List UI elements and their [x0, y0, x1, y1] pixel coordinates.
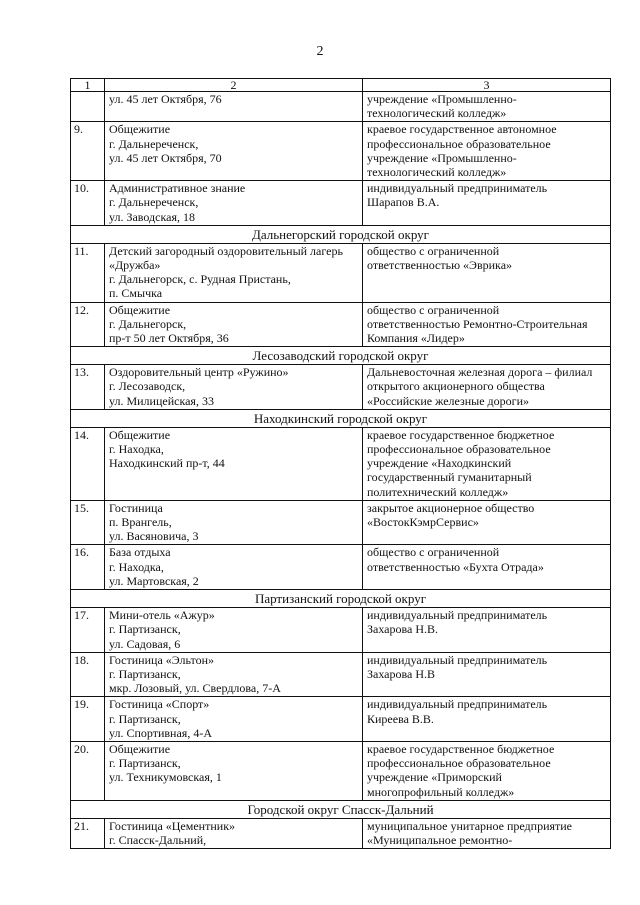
object-line: п. Смычка	[109, 286, 163, 301]
table-row	[71, 741, 611, 800]
object-line: Гостиница	[109, 500, 163, 515]
object-line: Общежитие	[109, 427, 171, 442]
organization-line: краевое государственное бюджетное	[367, 741, 555, 756]
object-line: Гостиница «Эльтон»	[109, 652, 215, 667]
object-line: п. Врангель,	[109, 515, 172, 530]
organization-line: «ВостокКэмрСервис»	[367, 515, 479, 530]
organization-line: индивидуальный предприниматель	[367, 697, 548, 712]
object-line: г. Находка,	[109, 559, 164, 574]
organization-cell	[363, 365, 611, 410]
organization-line: учреждение «Промышленно-	[367, 150, 517, 165]
section-row	[71, 347, 611, 365]
object-line: г. Лесозаводск,	[109, 379, 186, 394]
organization-cell	[363, 243, 611, 302]
object-cell	[105, 818, 363, 848]
object-line: ул. Заводская, 18	[109, 209, 195, 224]
table-row	[71, 365, 611, 410]
row-number: 16.	[71, 545, 105, 590]
organization-line: краевое государственное бюджетное	[367, 427, 555, 442]
section-row	[71, 225, 611, 243]
organization-line: Компания «Лидер»	[367, 331, 465, 346]
row-number: 9.	[71, 122, 105, 181]
organization-line: Дальневосточная железная дорога – филиал	[367, 365, 593, 380]
organization-line: общество с ограниченной	[367, 302, 500, 317]
table-row	[71, 427, 611, 500]
organization-cell	[363, 608, 611, 653]
table-row	[71, 181, 611, 226]
object-line: Общежитие	[109, 302, 171, 317]
object-cell	[105, 545, 363, 590]
object-cell	[105, 500, 363, 545]
row-number: 14.	[71, 427, 105, 500]
section-title: Дальнегорский городской округ	[71, 225, 611, 243]
object-line: «Дружба»	[109, 258, 161, 273]
object-line: Оздоровительный центр «Ружино»	[109, 365, 289, 380]
header-cell-number: 1	[71, 79, 105, 92]
section-title: Партизанский городской округ	[71, 590, 611, 608]
organization-line: Киреева В.В.	[367, 711, 434, 726]
object-line: ул. Спортивная, 4-А	[109, 725, 212, 740]
organization-cell	[363, 302, 611, 347]
organization-cell	[363, 92, 611, 122]
table-header-row	[71, 79, 611, 92]
row-number: 10.	[71, 181, 105, 226]
object-line: мкр. Лозовый, ул. Свердлова, 7-А	[109, 681, 281, 696]
object-cell	[105, 243, 363, 302]
organization-line: индивидуальный предприниматель	[367, 608, 548, 623]
object-line: Детский загородный оздоровительный лагерь	[109, 243, 343, 258]
organization-line: Захарова Н.В.	[367, 622, 439, 637]
organization-line: ответственностью «Эврика»	[367, 258, 513, 273]
header-cell-organization: 3	[363, 79, 611, 92]
header-cell-object: 2	[105, 79, 363, 92]
row-number: 17.	[71, 608, 105, 653]
row-number: 20.	[71, 741, 105, 800]
section-row	[71, 800, 611, 818]
object-line: Находкинский пр-т, 44	[109, 456, 225, 471]
object-line: г. Партизанск,	[109, 711, 181, 726]
table-row	[71, 697, 611, 742]
object-line: ул. 45 лет Октября, 70	[109, 150, 222, 165]
object-cell	[105, 365, 363, 410]
object-line: г. Партизанск,	[109, 756, 181, 771]
organization-line: общество с ограниченной	[367, 545, 500, 560]
object-line: пр-т 50 лет Октября, 36	[109, 331, 229, 346]
table-row	[71, 243, 611, 302]
table-row	[71, 545, 611, 590]
organization-cell	[363, 181, 611, 226]
organization-line: Захарова Н.В	[367, 666, 436, 681]
organization-line: учреждение «Находкинский	[367, 456, 512, 471]
organization-cell	[363, 122, 611, 181]
object-line: г. Спасск-Дальний,	[109, 832, 207, 847]
object-line: ул. Васяновича, 3	[109, 529, 199, 544]
table-row	[71, 500, 611, 545]
object-cell	[105, 608, 363, 653]
object-cell	[105, 302, 363, 347]
object-line: г. Дальнереченск,	[109, 136, 199, 151]
organization-cell	[363, 741, 611, 800]
object-line: г. Дальнегорск,	[109, 316, 187, 331]
row-number: 13.	[71, 365, 105, 410]
object-line: База отдыха	[109, 545, 171, 560]
organization-line: ответственностью «Бухта Отрада»	[367, 559, 544, 574]
object-line: г. Партизанск,	[109, 666, 181, 681]
organization-cell	[363, 500, 611, 545]
object-cell	[105, 652, 363, 697]
row-number	[71, 92, 105, 122]
organization-cell	[363, 652, 611, 697]
object-line: г. Дальнегорск, с. Рудная Пристань,	[109, 272, 291, 287]
organization-line: «Российские железные дороги»	[367, 393, 529, 408]
section-title: Лесозаводский городской округ	[71, 347, 611, 365]
object-cell	[105, 427, 363, 500]
organization-line: закрытое акционерное общество	[367, 500, 535, 515]
page-number: 2	[316, 44, 324, 59]
object-line: Гостиница «Цементник»	[109, 818, 236, 833]
organization-line: многопрофильный колледж»	[367, 784, 515, 799]
organization-line: технологический колледж»	[367, 165, 507, 180]
section-title: Находкинский городской округ	[71, 409, 611, 427]
object-line: Мини-отель «Ажур»	[109, 608, 215, 623]
organization-line: политехнический колледж»	[367, 484, 509, 499]
table-row	[71, 92, 611, 122]
object-line: г. Партизанск,	[109, 622, 181, 637]
organization-cell	[363, 545, 611, 590]
section-title: Городской округ Спасск-Дальний	[71, 800, 611, 818]
table-row	[71, 302, 611, 347]
organization-cell	[363, 818, 611, 848]
object-line: г. Дальнереченск,	[109, 195, 199, 210]
row-number: 18.	[71, 652, 105, 697]
object-line: Общежитие	[109, 741, 171, 756]
row-number: 19.	[71, 697, 105, 742]
organization-line: профессиональное образовательное	[367, 136, 551, 151]
organization-line: Шарапов В.А.	[367, 195, 440, 210]
organization-line: государственный гуманитарный	[367, 470, 532, 485]
organization-line: открытого акционерного общества	[367, 379, 545, 394]
object-line: ул. Мартовская, 2	[109, 573, 199, 588]
object-line: ул. Милицейская, 33	[109, 393, 214, 408]
row-number: 11.	[71, 243, 105, 302]
object-line: ул. 45 лет Октября, 76	[109, 92, 222, 106]
object-cell	[105, 122, 363, 181]
organization-line: ответственностью Ремонтно-Строительная	[367, 316, 588, 331]
organization-line: учреждение «Промышленно-	[367, 92, 517, 106]
organization-cell	[363, 427, 611, 500]
row-number: 12.	[71, 302, 105, 347]
organization-line: индивидуальный предприниматель	[367, 652, 548, 667]
section-row	[71, 409, 611, 427]
organization-cell	[363, 697, 611, 742]
registry-table	[70, 78, 611, 849]
organization-line: «Муниципальное ремонтно-	[367, 832, 513, 847]
object-cell	[105, 741, 363, 800]
organization-line: общество с ограниченной	[367, 243, 500, 258]
row-number: 21.	[71, 818, 105, 848]
table-row	[71, 122, 611, 181]
object-cell	[105, 92, 363, 122]
organization-line: профессиональное образовательное	[367, 756, 551, 771]
object-line: ул. Садовая, 6	[109, 636, 181, 651]
organization-line: учреждение «Приморский	[367, 770, 502, 785]
object-cell	[105, 181, 363, 226]
organization-line: технологический колледж»	[367, 106, 507, 121]
table-row	[71, 652, 611, 697]
organization-line: муниципальное унитарное предприятие	[367, 818, 572, 833]
object-cell	[105, 697, 363, 742]
organization-line: профессиональное образовательное	[367, 442, 551, 457]
object-line: Общежитие	[109, 122, 171, 137]
object-line: г. Находка,	[109, 442, 164, 457]
object-line: ул. Техникумовская, 1	[109, 770, 222, 785]
object-line: Административное знание	[109, 181, 246, 196]
section-row	[71, 590, 611, 608]
organization-line: краевое государственное автономное	[367, 122, 557, 137]
organization-line: индивидуальный предприниматель	[367, 181, 548, 196]
row-number: 15.	[71, 500, 105, 545]
table-row	[71, 608, 611, 653]
table-row	[71, 818, 611, 848]
object-line: Гостиница «Спорт»	[109, 697, 210, 712]
